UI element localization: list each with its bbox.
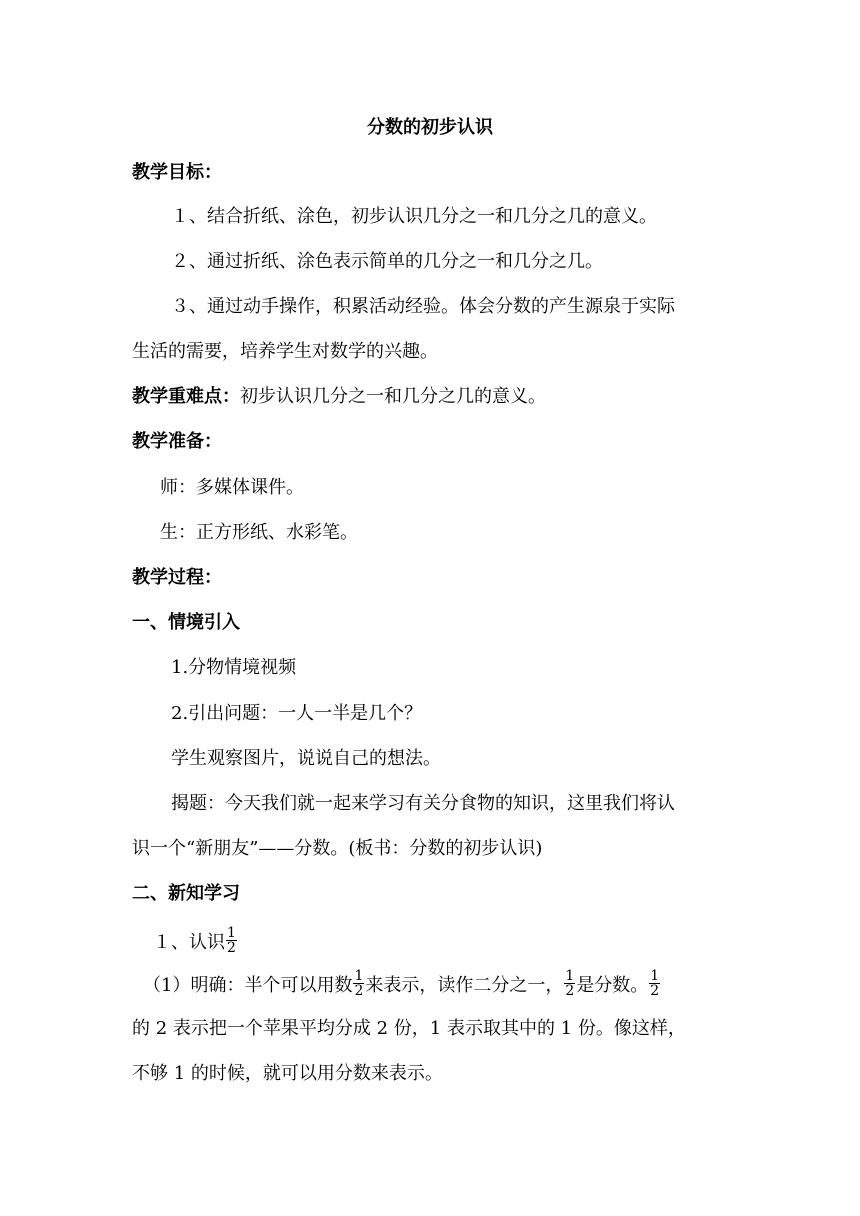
fraction-one-half: [564, 969, 575, 999]
prep-heading: 教学准备：: [132, 431, 222, 452]
prep-teacher: 师：多媒体课件。: [160, 477, 304, 498]
key-points-text: 初步认识几分之一和几分之几的意义。: [240, 386, 546, 407]
key-points-label: 教学重难点：: [132, 386, 240, 407]
prep-student: 生：正方形纸、水彩笔。: [160, 522, 358, 543]
fraction-denominator: 2: [354, 983, 364, 999]
fraction-numerator: 1: [650, 968, 660, 984]
fraction-numerator: 1: [227, 925, 236, 941]
section2-heading: 二、新知学习: [132, 883, 240, 904]
page-title: 分数的初步认识: [367, 117, 493, 138]
section1-observe: 学生观察图片，说说自己的想法。: [171, 748, 441, 769]
goal-item-2: ２、通过折纸、涂色表示简单的几分之一和几分之几。: [171, 251, 603, 272]
fraction-one-half: [649, 969, 660, 999]
section2-para3: 不够 1 的时候，就可以用分数来表示。: [132, 1063, 443, 1084]
goal-item-1: １、结合折纸、涂色，初步认识几分之一和几分之几的意义。: [171, 206, 657, 227]
section1-item-2: 2.引出问题：一人一半是几个？: [171, 703, 423, 724]
fraction-denominator: 2: [227, 940, 236, 956]
para1-part-c: 是分数。: [576, 975, 649, 996]
goals-heading: 教学目标：: [132, 162, 222, 183]
section1-reveal-line1: 揭题：今天我们就一起来学习有关分食物的知识，这里我们将认: [171, 793, 675, 814]
fraction-one-half: [353, 969, 364, 999]
fraction-one-half: [226, 926, 237, 956]
goal-item-3-line2: 生活的需要，培养学生对数学的兴趣。: [132, 341, 438, 362]
fraction-denominator: 2: [650, 983, 660, 999]
section2-para1: [143, 968, 661, 1001]
goal-item-3-line1: ３、通过动手操作，积累活动经验。体会分数的产生源泉于实际: [171, 296, 675, 317]
process-heading: 教学过程：: [132, 567, 222, 588]
para1-part-a: （1）明确：半个可以用数: [143, 975, 353, 996]
fraction-numerator: 1: [565, 968, 575, 984]
sub1-prefix: １、认识: [153, 932, 225, 953]
section1-reveal-line2: 识一个“新朋友”——分数。(板书：分数的初步认识): [132, 838, 543, 859]
para1-part-b: 来表示，读作二分之一，: [365, 975, 564, 996]
fraction-numerator: 1: [354, 968, 364, 984]
section1-item-1: 1.分物情境视频: [171, 657, 297, 678]
section2-sub1: [153, 925, 238, 958]
section2-para2: 的 2 表示把一个苹果平均分成 2 份，1 表示取其中的 1 份。像这样，: [132, 1018, 686, 1039]
key-points: [132, 385, 546, 409]
section1-heading: 一、情境引入: [132, 612, 240, 633]
fraction-denominator: 2: [565, 983, 575, 999]
